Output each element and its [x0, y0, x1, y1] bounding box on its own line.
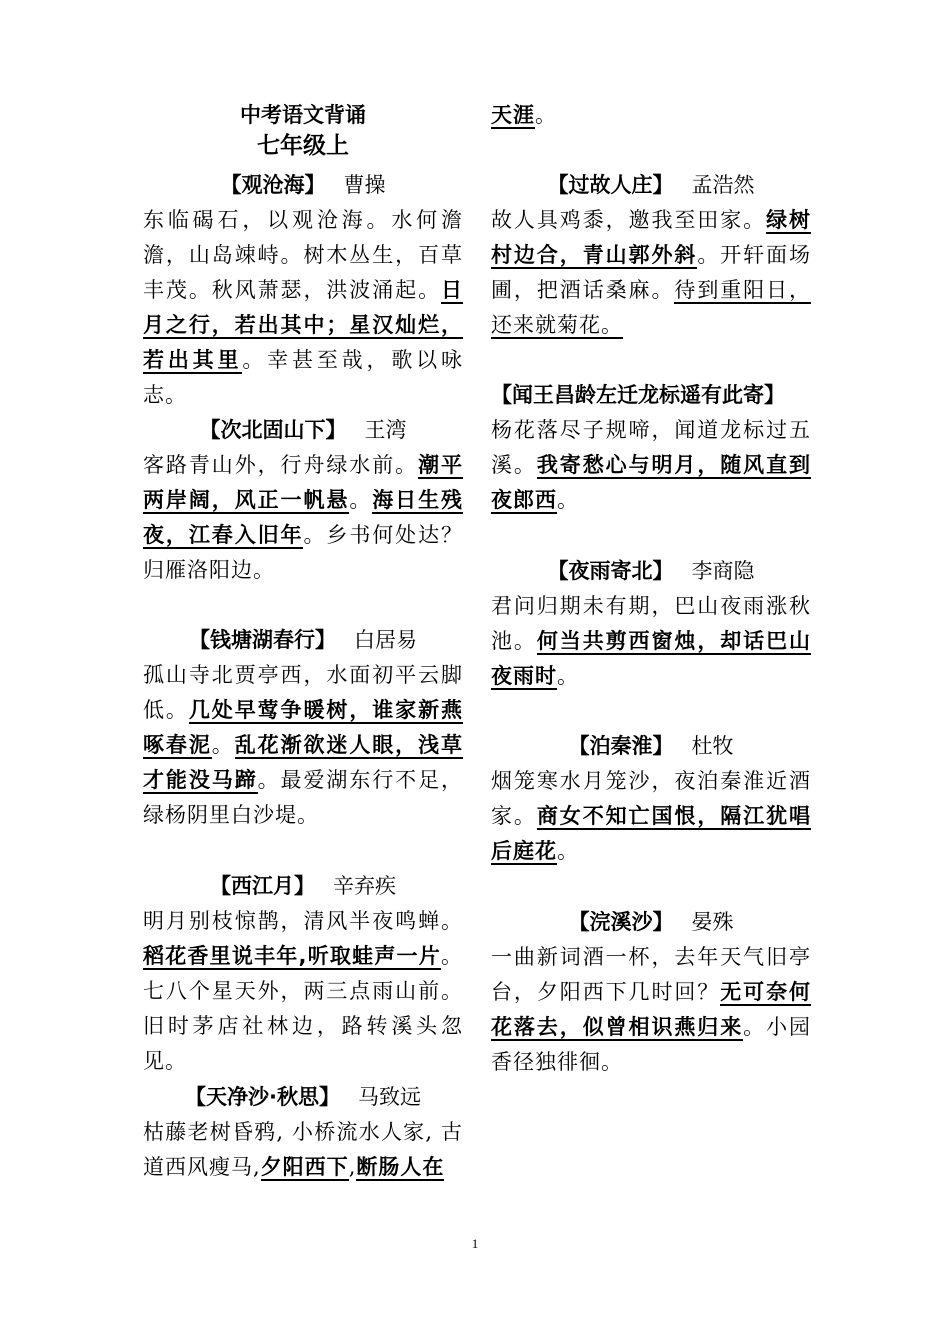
- poem-guo-gu-ren-zhuang: [491, 168, 811, 343]
- poem-text: 孤山寺北贾亭西，水面初平云脚低。: [143, 663, 463, 722]
- poem-text: 客路青山外，行舟绿水前。: [143, 453, 419, 477]
- poem-qian-tang-hu-chun-xing: [143, 623, 463, 833]
- poem-title: 【次北固山下】: [199, 418, 347, 442]
- key-line: 何当共剪西窗烛，却话巴山夜雨时: [491, 629, 812, 688]
- poem-text: 。: [535, 103, 557, 127]
- grade-subtitle: 七年级上: [257, 133, 349, 159]
- poem-title: 【过故人庄】: [547, 173, 674, 197]
- key-line: 日月之行，若出其中；星汉灿烂，若出其里: [143, 278, 463, 372]
- poem-body: [491, 413, 811, 518]
- poem-continuation: [491, 98, 811, 133]
- key-line: 潮平两岸阔，风正一帆悬: [143, 453, 464, 512]
- poem-author: 曹操: [343, 173, 386, 197]
- poem-text: 。开轩面场圃，把酒话桑麻。: [491, 243, 812, 302]
- poem-text: 。最爱湖东行不足，绿杨阴里白沙堤。: [143, 768, 464, 827]
- poem-text: 。: [557, 488, 579, 512]
- poem-heading: [491, 905, 811, 940]
- poem-author: 马致远: [357, 1085, 421, 1109]
- poem-title: 【闻王昌龄左迁龙标遥有此寄】: [491, 383, 785, 407]
- poem-title: 【浣溪沙】: [568, 910, 674, 934]
- poem-heading: [491, 729, 811, 764]
- poem-author: 辛弃疾: [333, 874, 396, 898]
- poem-heading: [491, 378, 811, 413]
- poem-text: 。乡书何处达？归雁洛阳边。: [143, 523, 464, 582]
- poem-wen-wang-chang-ling: [491, 378, 811, 518]
- poem-title: 【钱塘湖春行】: [189, 628, 336, 652]
- key-line: 我寄愁心与明月，随风直到夜郎西: [491, 453, 812, 512]
- poem-body: [143, 448, 463, 588]
- poem-body: [143, 658, 463, 833]
- poem-heading: [143, 1080, 463, 1115]
- poem-body: [491, 98, 811, 133]
- poem-xi-jiang-yue: [143, 869, 463, 1079]
- poem-text: 君问归期未有期，巴山夜雨涨秋池。: [491, 594, 811, 653]
- poem-heading: [143, 168, 463, 203]
- document-header: [143, 100, 463, 162]
- poem-text: 枯藤老树昏鸦, 小桥流水人家, 古道西风瘦马,: [143, 1120, 463, 1179]
- poem-author: 孟浩然: [691, 173, 755, 197]
- poem-author: 白居易: [354, 628, 417, 652]
- key-line: 商女不知亡国恨，隔江犹唱后庭花: [491, 804, 812, 863]
- key-line: 稻花香里说丰年,听取蛙声一片: [143, 944, 441, 968]
- key-line: 几处早莺争暖树，谁家新燕啄春泥: [143, 698, 464, 757]
- poem-heading: [143, 413, 463, 448]
- key-line: 天涯: [491, 103, 535, 127]
- poem-body: [143, 1115, 463, 1185]
- poem-ye-yu-ji-bei: [491, 554, 811, 694]
- poem-text: 。小园香径独徘徊。: [491, 1015, 812, 1074]
- poem-body: [491, 589, 811, 694]
- key-line: 无可奈何花落去，似曾相识燕归来: [491, 980, 812, 1039]
- poem-guan-cang-hai: [143, 168, 463, 413]
- poem-title: 【天净沙·秋思】: [185, 1085, 340, 1109]
- poem-author: 王湾: [364, 418, 407, 442]
- poem-text: 东临碣石，以观沧海。水何澹澹，山岛竦峙。树木丛生，百草丰茂。秋风萧瑟，洪波涌起。: [143, 208, 463, 302]
- poem-ci-bei-gu-shan-xia: [143, 413, 463, 588]
- page-number: 1: [471, 1236, 479, 1251]
- poem-text: 。: [557, 839, 579, 863]
- poem-author: 杜牧: [691, 734, 734, 758]
- poem-body: [491, 764, 811, 869]
- poem-bo-qin-huai: [491, 729, 811, 869]
- poem-title: 【泊秦淮】: [568, 734, 674, 758]
- key-line: 乱花渐欲迷人眼，浅草才能没马蹄: [143, 733, 464, 792]
- poem-author: 晏殊: [691, 910, 734, 934]
- poem-text: 烟笼寒水月笼沙，夜泊秦淮近酒家。: [491, 769, 811, 828]
- poem-body: [491, 940, 811, 1080]
- poem-text: 。幸甚至哉，歌以咏志。: [143, 348, 464, 407]
- poem-title: 【西江月】: [210, 874, 315, 898]
- poem-heading: [143, 623, 463, 658]
- poem-text: 。: [211, 733, 235, 757]
- poem-heading: [491, 554, 811, 589]
- key-line: 绿树村边合，青山郭外斜: [491, 208, 812, 267]
- poem-text: ,: [348, 1155, 357, 1179]
- poem-tian-jing-sha-qiu-si: [143, 1080, 463, 1185]
- poem-title: 【夜雨寄北】: [547, 559, 674, 583]
- key-line: 海日生残夜，江春入旧年: [143, 488, 464, 547]
- poem-heading: [143, 869, 463, 904]
- key-line: 夕阳西下: [260, 1155, 349, 1179]
- poem-body: [143, 203, 463, 413]
- poem-body: [143, 904, 463, 1079]
- poem-text: 一曲新词酒一杯，去年天气旧亭台，夕阳西下几时回？: [491, 945, 811, 1004]
- poem-text: 。七八个星天外，两三点雨山前。旧时茅店社林边，路转溪头忽见。: [143, 944, 463, 1073]
- poem-text: 故人具鸡黍，邀我至田家。: [491, 208, 767, 232]
- poem-text: 。: [557, 664, 579, 688]
- poem-huan-xi-sha: [491, 905, 811, 1080]
- poem-heading: [491, 168, 811, 203]
- poem-author: 李商隐: [691, 559, 755, 583]
- poem-text: 杨花落尽子规啼，闻道龙标过五溪。: [491, 418, 811, 477]
- document-title: 中考语文背诵: [240, 103, 366, 127]
- key-line: 断肠人在: [356, 1155, 445, 1179]
- poem-text: 明月别枝惊鹊，清风半夜鸣蝉。: [143, 909, 463, 933]
- poem-title: 【观沧海】: [220, 173, 326, 197]
- poem-body: [491, 203, 811, 343]
- underlined-line: 待到重阳日，还来就菊花。: [491, 278, 812, 337]
- poem-text: 。: [349, 488, 373, 512]
